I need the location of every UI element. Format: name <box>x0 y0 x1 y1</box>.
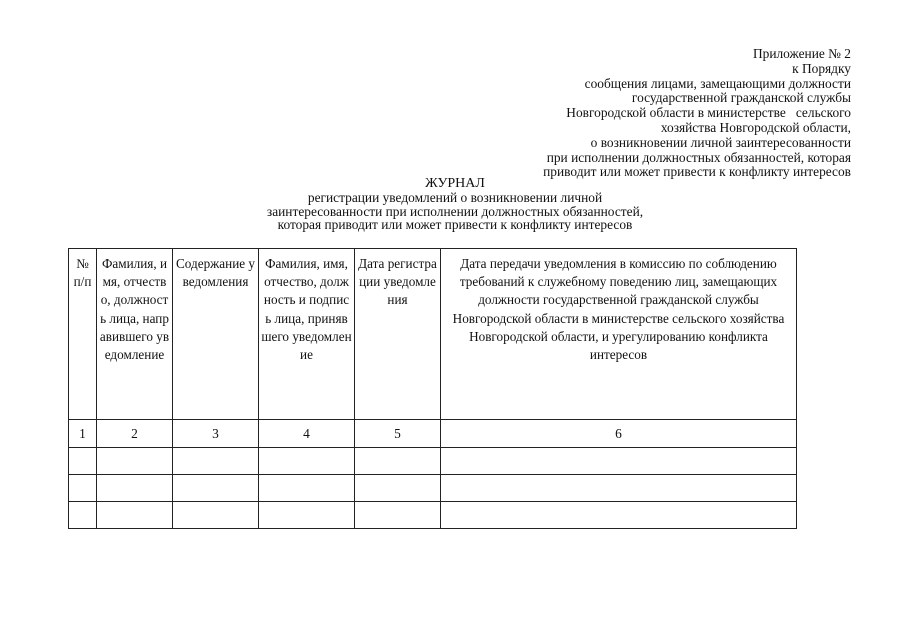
journal-title: ЖУРНАЛ <box>425 176 485 191</box>
column-number: 6 <box>441 420 797 448</box>
header-receiver: Фамилия, имя, отчество, должность и подпись лица, принявшего уведомление <box>259 249 355 420</box>
column-number: 3 <box>173 420 259 448</box>
journal-subtitle-line: заинтересованности при исполнении должностных обязанностей, <box>266 203 644 219</box>
journal-subtitle-line: которая приводит или может привести к конфликту интересов <box>277 217 633 233</box>
appendix-line: о возникновении личной заинтересованности <box>590 134 851 150</box>
appendix-line: государственной гражданской службы <box>631 90 851 106</box>
table-cell <box>173 448 259 475</box>
table-cell <box>259 475 355 502</box>
table-header-row <box>69 249 797 420</box>
appendix-line: к Порядку <box>792 60 851 76</box>
table-cell <box>97 475 173 502</box>
table-cell <box>69 502 97 529</box>
appendix-line: Приложение № 2 <box>752 46 851 61</box>
table-cell <box>259 502 355 529</box>
appendix-line: при исполнении должностных обязанностей, которая <box>546 149 851 165</box>
table-row <box>69 502 797 529</box>
table-cell <box>97 502 173 529</box>
table-cell <box>355 448 441 475</box>
appendix-line: сообщения лицами, замещающими должности <box>584 75 851 91</box>
table-cell <box>259 448 355 475</box>
header-transfer-date: Дата передачи уведомления в комиссию по соблюдению требований к служебному поведению лиц, замещающих должности государственной гражданской службы Новгородской области в министерстве сельского хозяйства Новгородской области, и урегулированию конфликта интересов <box>441 249 797 420</box>
column-number: 5 <box>355 420 441 448</box>
header-sender: Фамилия, имя, отчество, должность лица, направившего уведомление <box>97 249 173 420</box>
registration-table <box>68 248 797 529</box>
header-number: № п/п <box>69 249 97 420</box>
table-cell <box>69 448 97 475</box>
appendix-line: Новгородской области в министерстве сельского <box>566 105 851 121</box>
header-registration-date: Дата регистрации уведомления <box>355 249 441 420</box>
table-cell <box>441 448 797 475</box>
table-cell <box>173 475 259 502</box>
table-cell <box>441 475 797 502</box>
appendix-line: приводит или может привести к конфликту интересов <box>543 164 851 180</box>
header-content: Содержание уведомления <box>173 249 259 420</box>
table-cell <box>355 502 441 529</box>
journal-subtitle-line: регистрации уведомлений о возникновении личной <box>307 189 603 205</box>
column-number-row <box>69 420 797 448</box>
journal-heading <box>150 177 760 232</box>
table-row <box>69 448 797 475</box>
table-cell <box>69 475 97 502</box>
table-cell <box>355 475 441 502</box>
appendix-line: хозяйства Новгородской области, <box>660 119 851 135</box>
table-cell <box>441 502 797 529</box>
column-number: 1 <box>69 420 97 448</box>
table-cell <box>173 502 259 529</box>
appendix-block <box>431 47 851 180</box>
column-number: 2 <box>97 420 173 448</box>
table-row <box>69 475 797 502</box>
table-cell <box>97 448 173 475</box>
column-number: 4 <box>259 420 355 448</box>
